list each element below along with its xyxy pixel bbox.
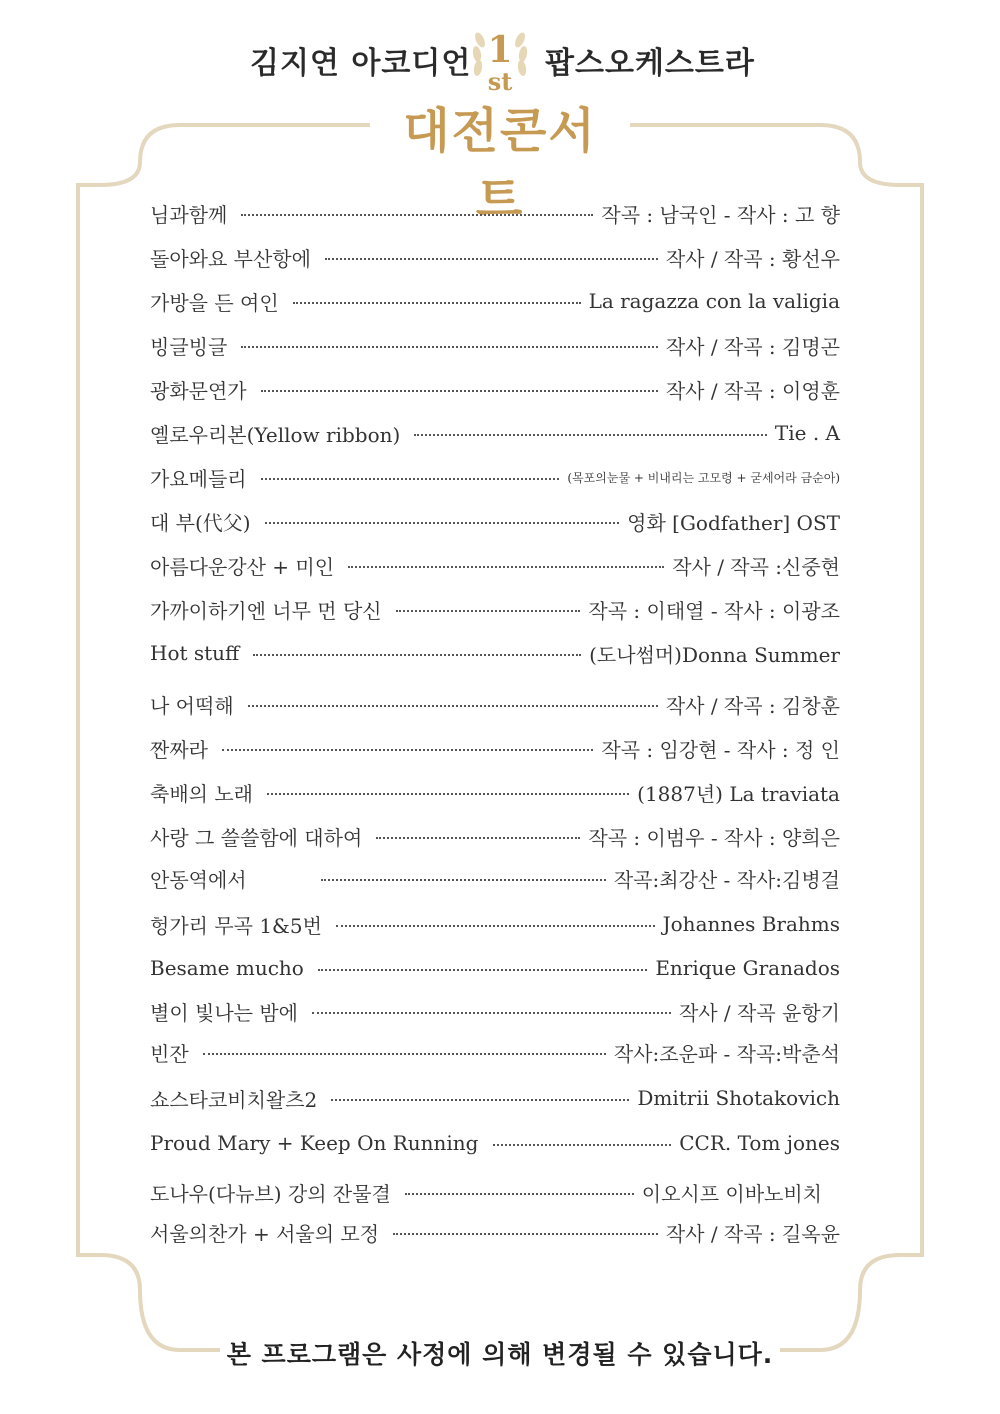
program-row: [150, 374, 840, 404]
program-row: [150, 506, 840, 536]
badge-suffix: st: [487, 67, 513, 96]
dot-leader: [261, 390, 658, 392]
song-title: 대 부(代父): [150, 510, 251, 535]
dot-leader: [348, 566, 664, 568]
dot-leader: [405, 1193, 634, 1195]
program-row: [150, 1217, 840, 1247]
program-row: [150, 550, 840, 580]
song-title: 나 어떡해: [150, 693, 234, 718]
song-title: 사랑 그 쓸쓸함에 대하여: [150, 825, 363, 850]
song-credit: 작사 / 작곡 : 길옥윤: [665, 1221, 840, 1246]
song-credit: 작사 / 작곡 : 김명곤: [665, 334, 840, 359]
orchestra-name-left: 김지연 아코디언: [250, 46, 472, 81]
song-credit: 작사 / 작곡 윤항기: [678, 1000, 840, 1025]
program-row: [150, 1177, 822, 1207]
song-title: Hot stuff: [150, 641, 240, 665]
song-credit: Tie . A: [774, 421, 840, 445]
song-credit: Dmitrii Shotakovich: [637, 1086, 840, 1110]
song-title: 서울의찬가 + 서울의 모정: [150, 1221, 380, 1246]
program-row: [150, 242, 840, 272]
song-credit: 작사 / 작곡 : 김창훈: [665, 693, 840, 718]
song-credit: 작곡 : 이범우 - 작사 : 양희은: [588, 825, 840, 850]
song-title: 광화문연가: [150, 378, 247, 403]
dot-leader: [241, 346, 658, 348]
song-title: 빈잔: [150, 1041, 189, 1066]
song-title: 짠짜라: [150, 737, 208, 762]
song-credit: (1887년) La traviata: [637, 781, 840, 806]
song-title: 축배의 노래: [150, 781, 253, 806]
dot-leader: [376, 837, 580, 839]
song-credit: 작사 / 작곡 : 이영훈: [665, 378, 840, 403]
program-row: [150, 198, 840, 228]
dot-leader: [493, 1144, 672, 1146]
program-row: [150, 286, 840, 316]
program-row: [150, 777, 840, 807]
program-row: [150, 689, 840, 719]
program-row: [150, 996, 840, 1026]
program-row: [150, 1037, 840, 1067]
program-row: [150, 1083, 840, 1113]
program-row: [150, 418, 840, 448]
program-row: [150, 821, 840, 851]
song-credit: CCR. Tom jones: [679, 1131, 840, 1155]
song-credit: 영화 [Godfather] OST: [627, 510, 840, 535]
song-title: 옐로우리본(Yellow ribbon): [150, 422, 401, 447]
dot-leader: [393, 1233, 658, 1235]
dot-leader: [261, 478, 560, 480]
song-credit: 작곡 : 임강현 - 작사 : 정 인: [601, 737, 840, 762]
song-title: 헝가리 무곡 1&5번: [150, 913, 322, 938]
song-title: 아름다운강산 + 미인: [150, 554, 335, 579]
song-title: 돌아와요 부산항에: [150, 246, 311, 271]
song-title: 별이 빛나는 밤에: [150, 1000, 298, 1025]
dot-leader: [222, 749, 593, 751]
song-credit: Enrique Granados: [655, 956, 840, 980]
dot-leader: [267, 793, 629, 795]
song-title: 쇼스타코비치왈츠2: [150, 1087, 318, 1112]
first-badge: [468, 18, 532, 98]
song-credit: 작사 / 작곡 :신중현: [672, 554, 840, 579]
song-credit: 작곡 : 이태열 - 작사 : 이광조: [588, 598, 840, 623]
dot-leader: [265, 522, 620, 524]
dot-leader: [321, 879, 606, 881]
program-row: [150, 638, 840, 668]
song-title: Besame mucho: [150, 956, 304, 980]
program-row: [150, 594, 840, 624]
program-row: [150, 462, 840, 492]
song-title: 가요메들리: [150, 466, 247, 491]
orchestra-name-right: 팝스오케스트라: [545, 46, 755, 81]
dot-leader: [331, 1099, 629, 1101]
badge-number: 1: [487, 29, 513, 71]
song-title: 가방을 든 여인: [150, 290, 279, 315]
song-credit: 이오시프 이바노비치: [641, 1181, 822, 1206]
dot-leader: [414, 434, 767, 436]
song-credit: Johannes Brahms: [662, 912, 840, 936]
song-credit: La ragazza con la valigia: [588, 289, 840, 313]
song-credit: (도나썸머)Donna Summer: [589, 642, 840, 667]
song-credit: 작사:조운파 - 작곡:박춘석: [613, 1041, 840, 1066]
dot-leader: [293, 302, 581, 304]
song-title: Proud Mary + Keep On Running: [150, 1131, 479, 1155]
program-row: [150, 863, 840, 893]
song-title: 가까이하기엔 너무 먼 당신: [150, 598, 382, 623]
dot-leader: [336, 925, 655, 927]
program-row: [150, 953, 840, 983]
dot-leader: [248, 705, 658, 707]
song-title: 도나우(다뉴브) 강의 잔물결: [150, 1181, 391, 1206]
program-row: [150, 909, 840, 939]
dot-leader: [241, 214, 593, 216]
program-row: [150, 330, 840, 360]
dot-leader: [325, 258, 658, 260]
change-notice: 본 프로그램은 사정에 의해 변경될 수 있습니다.: [226, 1340, 774, 1369]
song-credit: (목포의눈물 + 비내리는 고모령 + 굳세어라 금순아): [567, 470, 840, 485]
dot-leader: [203, 1053, 606, 1055]
song-credit: 작사 / 작곡 : 황선우: [665, 246, 840, 271]
song-title: 빙글빙글: [150, 334, 228, 359]
song-credit: 작곡 : 남국인 - 작사 : 고 향: [601, 202, 840, 227]
program-row: [150, 733, 840, 763]
program-row: [150, 1128, 840, 1158]
song-title: 안동역에서: [150, 867, 247, 892]
dot-leader: [318, 969, 647, 971]
song-credit: 작곡:최강산 - 작사:김병걸: [613, 867, 840, 892]
dot-leader: [253, 654, 581, 656]
dot-leader: [396, 610, 581, 612]
concert-title: 대전콘서트: [403, 103, 597, 228]
dot-leader: [312, 1012, 671, 1014]
song-title: 님과함께: [150, 202, 228, 227]
